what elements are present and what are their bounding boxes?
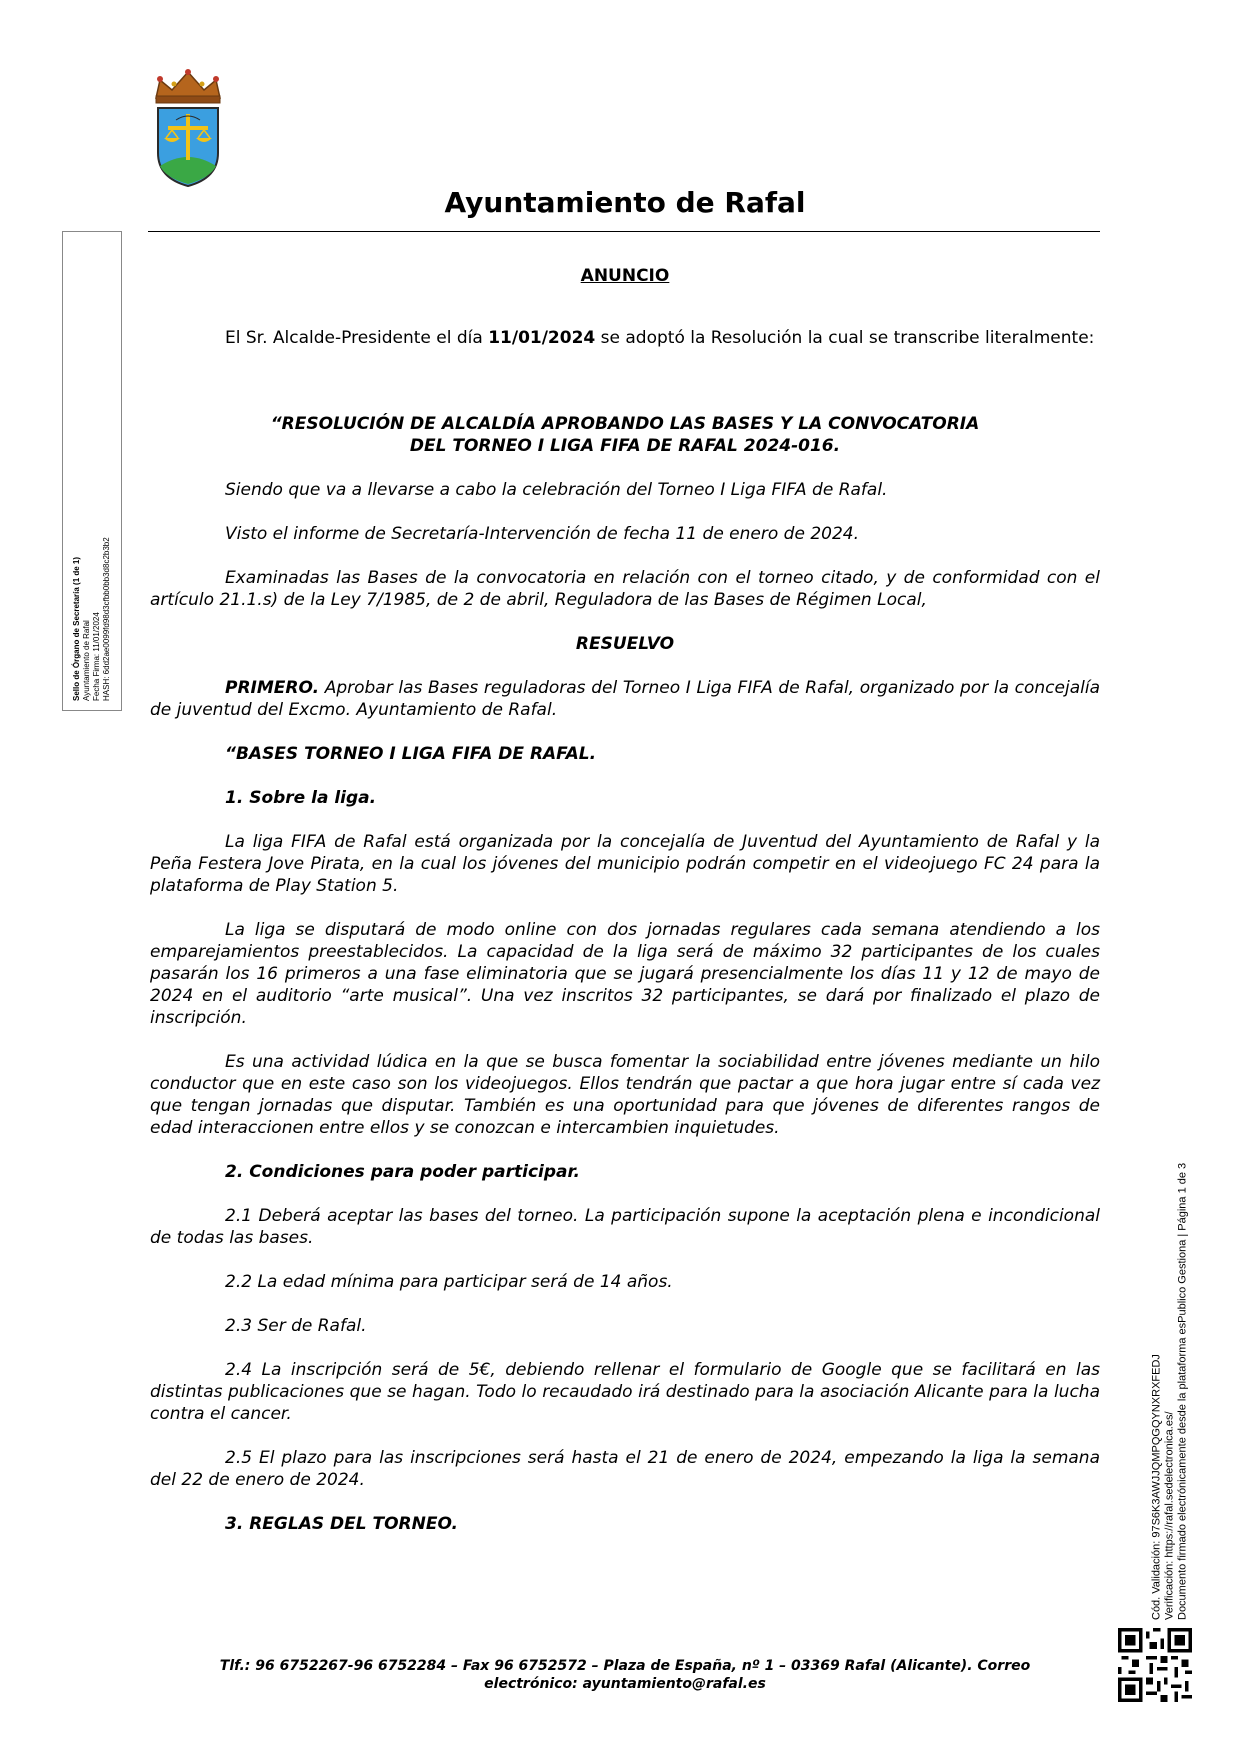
section-2-item-2: 2.2 La edad mínima para participar será de 14 años. bbox=[225, 1272, 673, 1292]
section-1-paragraph-1: La liga FIFA de Rafal está organizada por la concejalía de Juventud del Ayuntamiento de Rafal y la Peña Festera Jove Pirata, en la cual los jóvenes del municipio podrán competir en el videojuego FC 24 para la plataforma de Play Station 5. bbox=[150, 832, 1100, 896]
footer-contact-line-2[interactable]: electrónico: ayuntamiento@rafal.es bbox=[484, 1676, 766, 1692]
section-1-paragraph-2: La liga se disputará de modo online con dos jornadas regulares cada semana atendiendo a los emparejamientos preestablecidos. La capacidad de la liga será de máximo 32 participantes de los cuales pasarán los 16 primeros a una fase eliminatoria que se jugará presencialmente los días 11 y 12 de mayo de 2024 en el auditorio “arte musical”. Una vez inscritos 32 participantes, se dará por finalizado el plazo de inscripción. bbox=[150, 920, 1100, 1028]
footer-contact-line-1: Tlf.: 96 6752267-96 6752284 – Fax 96 6752572 – Plaza de España, nº 1 – 03369 Rafal (Alicante). Correo bbox=[219, 1658, 1031, 1674]
primero-paragraph bbox=[150, 677, 1100, 721]
primero-label: PRIMERO. bbox=[225, 678, 320, 698]
intro-text-post: se adoptó la Resolución la cual se transcribe literalmente: bbox=[595, 328, 1095, 348]
section-2-item-1: 2.1 Deberá aceptar las bases del torneo. La participación supone la aceptación plena e incondicional de todas las bases. bbox=[150, 1206, 1100, 1248]
paragraph-examinadas: Examinadas las Bases de la convocatoria en relación con el torneo citado, y de conformidad con el artículo 21.1.s) de la Ley 7/1985, de 2 de abril, Reguladora de las Bases de Régimen Local, bbox=[150, 568, 1100, 610]
seal-line-4: HASH: 6dd2ae0099fd98d3cfbb0bb3d8c2b3b2 bbox=[102, 537, 111, 701]
section-2-title: 2. Condiciones para poder participar. bbox=[225, 1162, 580, 1182]
intro-date: 11/01/2024 bbox=[488, 328, 596, 348]
section-3-title: 3. REGLAS DEL TORNEO. bbox=[225, 1514, 459, 1534]
section-2-item-3: 2.3 Ser de Rafal. bbox=[225, 1316, 367, 1336]
seal-line-3: Fecha Firma: 11/01/2024 bbox=[92, 612, 101, 701]
resolution-title-line-1: “RESOLUCIÓN DE ALCALDÍA APROBANDO LAS BASES Y LA CONVOCATORIA bbox=[270, 414, 980, 434]
section-1-paragraph-3: Es una actividad lúdica en la que se busca fomentar la sociabilidad entre jóvenes mediante un hilo conductor que en este caso son los videojuegos. Ellos tendrán que pactar a que hora jugar entre sí cada vez que tengan jornadas que disputar. También es una oportunidad para que jóvenes de diferentes rangos de edad interaccionen entre ellos y se conozcan e intercambien inquietudes. bbox=[150, 1052, 1100, 1138]
resuelvo-heading: RESUELVO bbox=[575, 634, 675, 654]
document-body bbox=[150, 265, 1100, 1535]
announcement-title: ANUNCIO bbox=[580, 266, 670, 286]
page-footer bbox=[150, 1657, 1100, 1693]
primero-text: Aprobar las Bases reguladoras del Torneo I Liga FIFA de Rafal, organizado por la concejalía de juventud del Excmo. Ayuntamiento de Rafal. bbox=[150, 678, 1100, 720]
section-1-title: 1. Sobre la liga. bbox=[225, 788, 377, 808]
verification-code: Cód. Validación: 97S6K3AWJJQMPQGQYNXRXFEDJ bbox=[1150, 1354, 1163, 1620]
paragraph-visto: Visto el informe de Secretaría-Intervención de fecha 11 de enero de 2024. bbox=[225, 524, 859, 544]
seal-line-2: Ayuntamiento de Rafal bbox=[82, 620, 91, 701]
organization-title: Ayuntamiento de Rafal bbox=[444, 186, 806, 219]
verification-url[interactable]: Verificación: https://rafal.sedelectronica.es/ bbox=[1163, 1411, 1176, 1620]
municipal-crest-logo bbox=[148, 68, 228, 188]
resolution-title-line-2: DEL TORNEO I LIGA FIFA DE RAFAL 2024-016. bbox=[409, 436, 841, 456]
bases-title: “BASES TORNEO I LIGA FIFA DE RAFAL. bbox=[225, 744, 597, 764]
section-2-item-5: 2.5 El plazo para las inscripciones será hasta el 21 de enero de 2024, empezando la liga la semana del 22 de enero de 2024. bbox=[150, 1448, 1100, 1490]
qr-code[interactable] bbox=[1118, 1628, 1192, 1702]
intro-paragraph bbox=[150, 327, 1100, 349]
verification-sidebar bbox=[1140, 1100, 1200, 1620]
verification-note: Documento firmado electrónicamente desde la plataforma esPublico Gestiona | Página 1 de 3 bbox=[1176, 1162, 1189, 1620]
resolution-title bbox=[150, 413, 1100, 457]
intro-text-pre: El Sr. Alcalde-Presidente el día bbox=[225, 328, 489, 348]
secretary-seal-box bbox=[62, 231, 122, 711]
seal-text bbox=[72, 241, 112, 701]
paragraph-siendo: Siendo que va a llevarse a cabo la celebración del Torneo I Liga FIFA de Rafal. bbox=[225, 480, 888, 500]
section-2-item-4: 2.4 La inscripción será de 5€, debiendo rellenar el formulario de Google que se facilitará en las distintas publicaciones que se hagan. Todo lo recaudado irá destinado para la asociación Alicante para la lucha contra el cancer. bbox=[150, 1360, 1100, 1424]
seal-line-1: Sello de Órgano de Secretaría (1 de 1) bbox=[72, 556, 81, 701]
header-divider bbox=[148, 231, 1100, 232]
